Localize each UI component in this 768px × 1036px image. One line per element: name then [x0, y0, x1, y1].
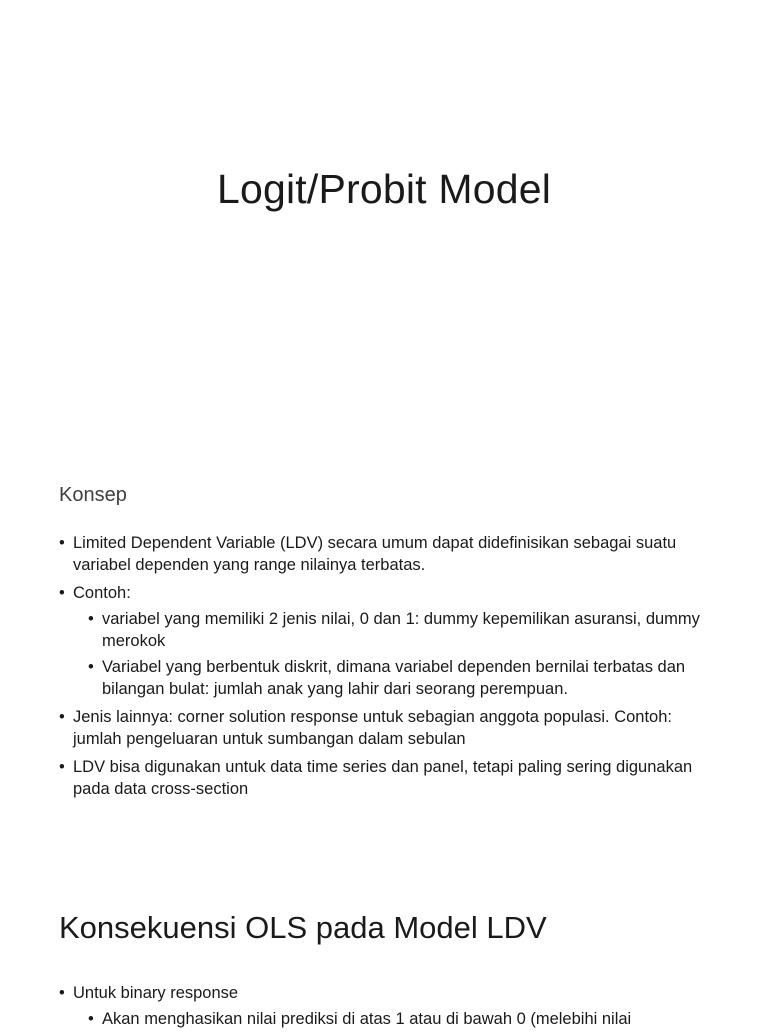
- slide-heading: Konsep: [59, 484, 127, 506]
- bullet-item: [59, 982, 718, 1030]
- bullet-item: [59, 706, 718, 750]
- sub-bullet-text: variabel yang memiliki 2 jenis nilai, 0 dan 1: dummy kepemilikan asuransi, dummy merokok: [102, 610, 700, 650]
- slide-title: [0, 0, 768, 460]
- sub-bullet-list: [73, 1008, 718, 1030]
- sub-bullet-item: [88, 656, 718, 700]
- slide-konsekuensi-ols: [0, 870, 768, 1028]
- bullet-item: [59, 756, 718, 800]
- bullet-list: [59, 982, 718, 1036]
- bullet-text: Contoh:: [73, 584, 131, 602]
- bullet-text: LDV bisa digunakan untuk data time series dan panel, tetapi paling sering digunakan pada data cross-section: [73, 758, 693, 798]
- slide-title-text: Logit/Probit Model: [216, 166, 552, 212]
- sub-bullet-list: [73, 608, 718, 700]
- sub-bullet-text: Akan menghasikan nilai prediksi di atas 1 atau di bawah 0 (melebihi nilai: [102, 1010, 632, 1028]
- slide-heading: Konsekuensi OLS pada Model LDV: [59, 910, 547, 945]
- bullet-text: Jenis lainnya: corner solution response untuk sebagian anggota populasi. Contoh: jumlah pengeluaran untuk sumbangan dalam sebulan: [73, 708, 672, 748]
- bullet-list: [59, 532, 718, 806]
- sub-bullet-item: [88, 608, 718, 652]
- sub-bullet-item: [88, 1008, 718, 1030]
- bullet-text: Limited Dependent Variable (LDV) secara umum dapat didefinisikan sebagai suatu variabel dependen yang range nilainya terbatas.: [73, 534, 677, 574]
- bullet-text: Untuk binary response: [73, 984, 239, 1002]
- bullet-item: [59, 582, 718, 700]
- slide-konsep: [0, 460, 768, 870]
- sub-bullet-text: Variabel yang berbentuk diskrit, dimana variabel dependen bernilai terbatas dan bilangan bulat: jumlah anak yang lahir dari seorang perempuan.: [102, 658, 686, 698]
- bullet-item: [59, 532, 718, 576]
